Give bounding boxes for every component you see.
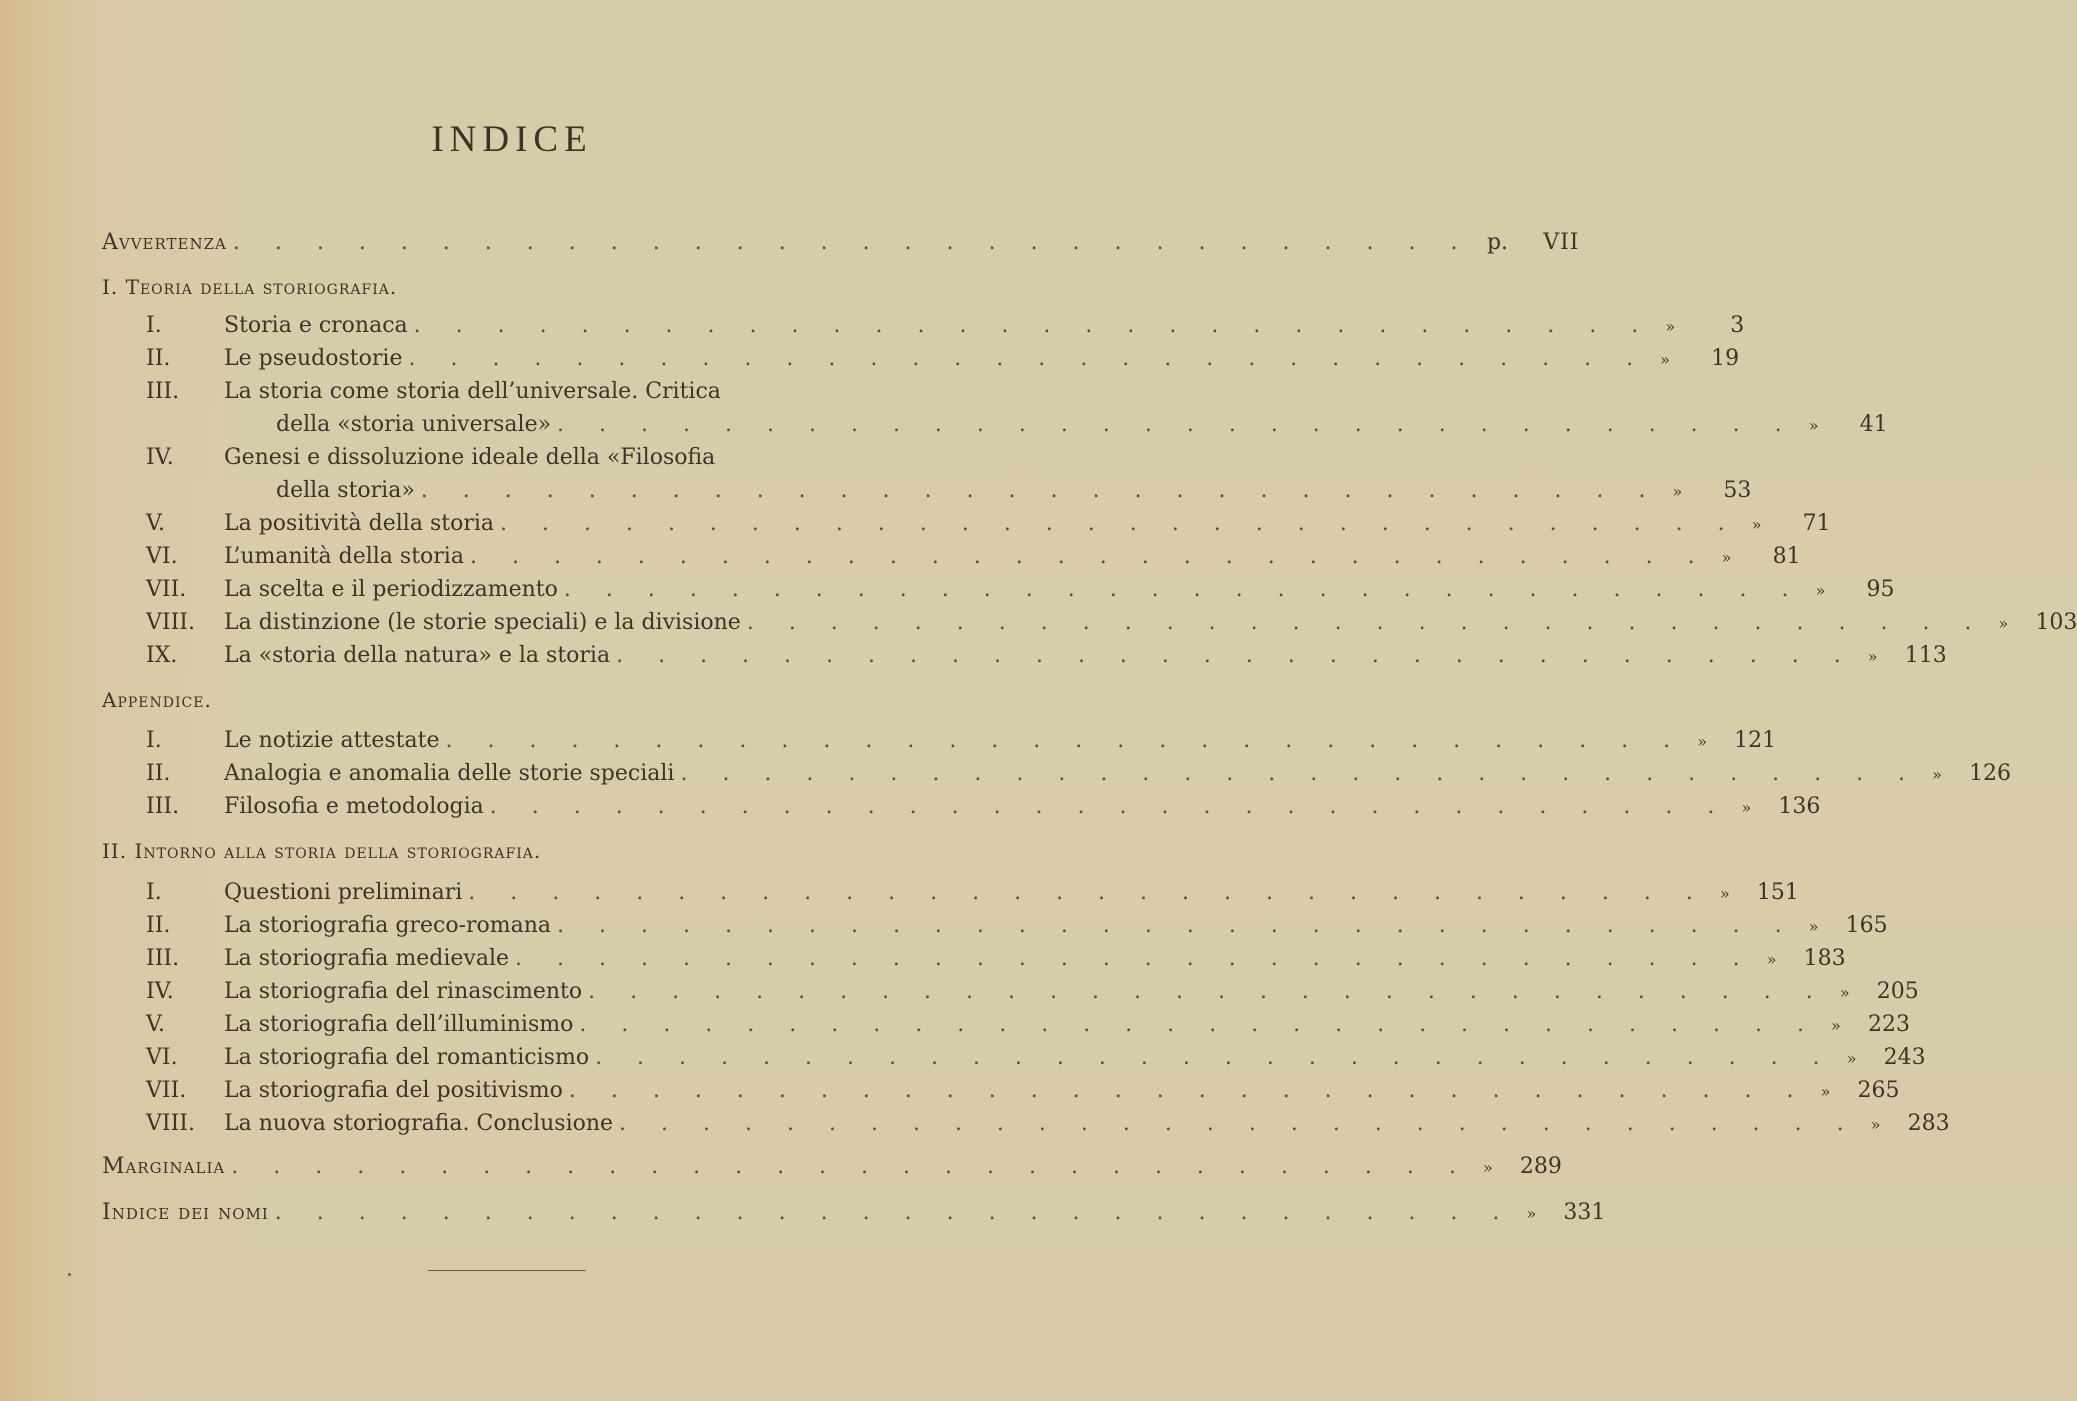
entry-title: Le notizie attestate (224, 728, 440, 753)
entry-title: Indice dei nomi (102, 1200, 269, 1225)
entry-page: 223 (1867, 1012, 1910, 1037)
entry-title: La storiografia del rinascimento (224, 979, 583, 1004)
toc-entry[interactable] (102, 876, 1799, 910)
entry-title: La storiografia del positivismo (224, 1078, 563, 1103)
toc-entry[interactable] (102, 724, 1777, 758)
page-title: INDICE (431, 119, 593, 160)
entry-page: 71 (1802, 511, 1831, 536)
toc-entry[interactable] (102, 975, 1919, 1009)
entry-title: La scelta e il periodizzamento (224, 577, 558, 602)
entry-page: 136 (1778, 794, 1821, 819)
chapter-number: V. (146, 511, 166, 536)
ditto-mark: » (1867, 647, 1878, 666)
dot-leader: . . . . . . . . . . . . . . . . . . . . . . . . . . . . . . (680, 761, 1920, 786)
ditto-mark: » (1766, 950, 1777, 969)
entry-title: La storiografia greco-romana (224, 913, 552, 938)
toc-entry[interactable] (102, 790, 1821, 824)
chapter-number: IX. (146, 643, 178, 668)
entry-title: La storia come storia dell’universale. Critica (224, 379, 721, 404)
entry-page: 41 (1859, 412, 1888, 437)
toc-entry-continuation[interactable] (102, 408, 1888, 442)
chapter-number: II. (146, 346, 171, 371)
entry-page: 165 (1845, 913, 1888, 938)
toc-entry[interactable] (102, 375, 920, 409)
entry-page: 53 (1723, 478, 1752, 503)
ditto-mark: » (1741, 798, 1752, 817)
entry-page: 103 (2035, 610, 2077, 635)
ditto-mark: » (1526, 1204, 1537, 1223)
entry-title: La storiografia del romanticismo (224, 1045, 590, 1070)
section-heading-part-2: II. Intorno alla storia della storiografia. (102, 839, 542, 863)
chapter-number: VII. (146, 1078, 187, 1103)
entry-page: 19 (1711, 346, 1740, 371)
entry-page: 183 (1803, 946, 1846, 971)
page-prefix: p. (1486, 230, 1509, 255)
ditto-mark: » (1820, 1082, 1831, 1101)
entry-page: 81 (1772, 544, 1801, 569)
dot-leader: . . . . . . . . . . . . . . . . . . . . . . . . . . . . . . (515, 946, 1754, 971)
entry-title: Filosofia e metodologia (224, 794, 484, 819)
entry-page: 3 (1730, 313, 1745, 338)
entry-page: 151 (1756, 880, 1799, 905)
chapter-number: IV. (146, 979, 174, 1004)
toc-entry[interactable] (102, 1008, 1910, 1042)
toc-entry[interactable] (102, 1107, 1950, 1141)
toc-entry-indice-dei-nomi[interactable] (102, 1196, 1606, 1230)
entry-page: 331 (1563, 1200, 1606, 1225)
dot-leader: . . . . . . . . . . . . . . . . . . . . . . . . . . . . . . (595, 1045, 1834, 1070)
chapter-number: I. (146, 880, 162, 905)
dot-leader: . . . . . . . . . . . . . . . . . . . . . . . . . . . . . . (619, 1111, 1858, 1136)
chapter-number: I. (146, 728, 162, 753)
entry-title: Genesi e dissoluzione ideale della «Filosofia (224, 445, 716, 470)
entry-title: La «storia della natura» e la storia (224, 643, 611, 668)
dot-leader: . . . . . . . . . . . . . . . . . . . . . . . . . . . . . . (408, 346, 1648, 371)
entry-page: 113 (1904, 643, 1947, 668)
toc-entry[interactable] (102, 573, 1895, 607)
entry-title: La distinzione (le storie speciali) e la divisione (224, 610, 741, 635)
dot-leader: . . . . . . . . . . . . . . . . . . . . . . . . . . . . . . (568, 1078, 1808, 1103)
dot-leader: . . . . . . . . . . . . . . . . . . . . . . . . . . . . . . (232, 230, 1472, 255)
entry-title: Analogia e anomalia delle storie speciali (224, 761, 675, 786)
ditto-mark: » (1870, 1115, 1881, 1134)
chapter-number: VI. (146, 1045, 178, 1070)
entry-page: 205 (1876, 979, 1919, 1004)
ditto-mark: » (1998, 614, 2009, 633)
ditto-mark: » (1808, 416, 1819, 435)
entry-title: Marginalia (102, 1154, 226, 1179)
entry-title: Storia e cronaca (224, 313, 408, 338)
ditto-mark: » (1846, 1049, 1857, 1068)
toc-entry[interactable] (102, 909, 1888, 943)
entry-title-continued: della storia» (276, 478, 415, 503)
dot-leader: . . . . . . . . . . . . . . . . . . . . . . . . . . . . . . (500, 511, 1739, 536)
ditto-mark: » (1697, 732, 1707, 751)
toc-entry[interactable] (102, 639, 1947, 673)
ditto-mark: » (1751, 515, 1762, 534)
toc-entry[interactable] (102, 1041, 1926, 1075)
closing-rule (428, 1270, 586, 1271)
entry-page: 243 (1883, 1045, 1926, 1070)
chapter-number: I. (146, 313, 162, 338)
toc-entry[interactable] (102, 441, 920, 475)
entry-page: VII (1543, 230, 1580, 255)
entry-title: Le pseudostorie (224, 346, 403, 371)
section-heading-appendix: Appendice. (102, 688, 212, 712)
toc-entry[interactable] (102, 757, 2012, 791)
ditto-mark: » (1815, 581, 1826, 600)
dot-leader: . . . . . . . . . . . . . . . . . . . . . . . . . . . . . . (413, 313, 1653, 338)
chapter-number: VII. (146, 577, 187, 602)
entry-page: 289 (1519, 1154, 1562, 1179)
entry-title: Avvertenza (102, 230, 227, 255)
dot-leader: . . . . . . . . . . . . . . . . . . . . . . . . . . . . . . (469, 544, 1709, 569)
ditto-mark: » (1665, 317, 1676, 336)
chapter-number: VIII. (146, 610, 195, 635)
entry-title: La storiografia medievale (224, 946, 510, 971)
toc-entry-continuation[interactable] (102, 474, 1752, 508)
chapter-number: III. (146, 794, 180, 819)
dot-leader: . . . . . . . . . . . . . . . . . . . . . . . . . . . . . . (231, 1154, 1470, 1179)
dot-leader: . . . . . . . . . . . . . . . . . . . . . . . . . . . . . . (557, 412, 1796, 437)
ditto-mark: » (1672, 482, 1683, 501)
chapter-number: III. (146, 379, 180, 404)
section-heading-part-1: I. Teoria della storiografia. (102, 275, 398, 299)
paper-speck (68, 1273, 71, 1276)
chapter-number: II. (146, 913, 171, 938)
entry-title: La positività della storia (224, 511, 494, 536)
chapter-number: VIII. (146, 1111, 195, 1136)
entry-page: 95 (1866, 577, 1895, 602)
toc-entry[interactable] (102, 540, 1801, 574)
entry-title-continued: della «storia universale» (276, 412, 552, 437)
toc-entry[interactable] (102, 507, 1831, 541)
dot-leader: . . . . . . . . . . . . . . . . . . . . . . . . . . . . . . (746, 610, 1986, 635)
ditto-mark: » (1721, 548, 1732, 567)
toc-entry-avvertenza[interactable] (102, 226, 1580, 260)
toc-entry-marginalia[interactable] (102, 1150, 1562, 1184)
toc-entry[interactable] (102, 342, 1740, 376)
dot-leader: . . . . . . . . . . . . . . . . . . . . . . . . . . . . . . (445, 728, 1685, 753)
dot-leader: . . . . . . . . . . . . . . . . . . . . . . . . . . . . . . (489, 794, 1729, 819)
chapter-number: V. (146, 1012, 166, 1037)
entry-page: 265 (1857, 1078, 1900, 1103)
entry-page: 121 (1734, 728, 1777, 753)
chapter-number: VI. (146, 544, 178, 569)
ditto-mark: » (1831, 1016, 1841, 1035)
dot-leader: . . . . . . . . . . . . . . . . . . . . . . . . . . . . . . (274, 1200, 1514, 1225)
dot-leader: . . . . . . . . . . . . . . . . . . . . . . . . . . . . . . (468, 880, 1707, 905)
chapter-number: II. (146, 761, 171, 786)
entry-page: 126 (1969, 761, 2012, 786)
entry-page: 283 (1907, 1111, 1950, 1136)
dot-leader: . . . . . . . . . . . . . . . . . . . . . . . . . . . . . . (616, 643, 1855, 668)
toc-entry[interactable] (102, 942, 1846, 976)
toc-entry[interactable] (102, 1074, 1900, 1108)
dot-leader: . . . . . . . . . . . . . . . . . . . . . . . . . . . . . . (557, 913, 1796, 938)
ditto-mark: » (1808, 917, 1819, 936)
ditto-mark: » (1932, 765, 1942, 784)
chapter-number: IV. (146, 445, 174, 470)
entry-title: L’umanità della storia (224, 544, 464, 569)
entry-title: La storiografia dell’illuminismo (224, 1012, 574, 1037)
entry-title: Questioni preliminari (224, 880, 463, 905)
entry-title: La nuova storiografia. Conclusione (224, 1111, 614, 1136)
chapter-number: III. (146, 946, 180, 971)
toc-entry[interactable] (102, 309, 1745, 343)
dot-leader: . . . . . . . . . . . . . . . . . . . . . . . . . . . . . . (420, 478, 1660, 503)
dot-leader: . . . . . . . . . . . . . . . . . . . . . . . . . . . . . . (563, 577, 1803, 602)
dot-leader: . . . . . . . . . . . . . . . . . . . . . . . . . . . . . . (588, 979, 1827, 1004)
dot-leader: . . . . . . . . . . . . . . . . . . . . . . . . . . . . . . (579, 1012, 1818, 1037)
ditto-mark: » (1660, 350, 1670, 369)
toc-entry[interactable] (102, 606, 2077, 640)
ditto-mark: » (1719, 884, 1730, 903)
ditto-mark: » (1482, 1158, 1493, 1177)
ditto-mark: » (1839, 983, 1850, 1002)
